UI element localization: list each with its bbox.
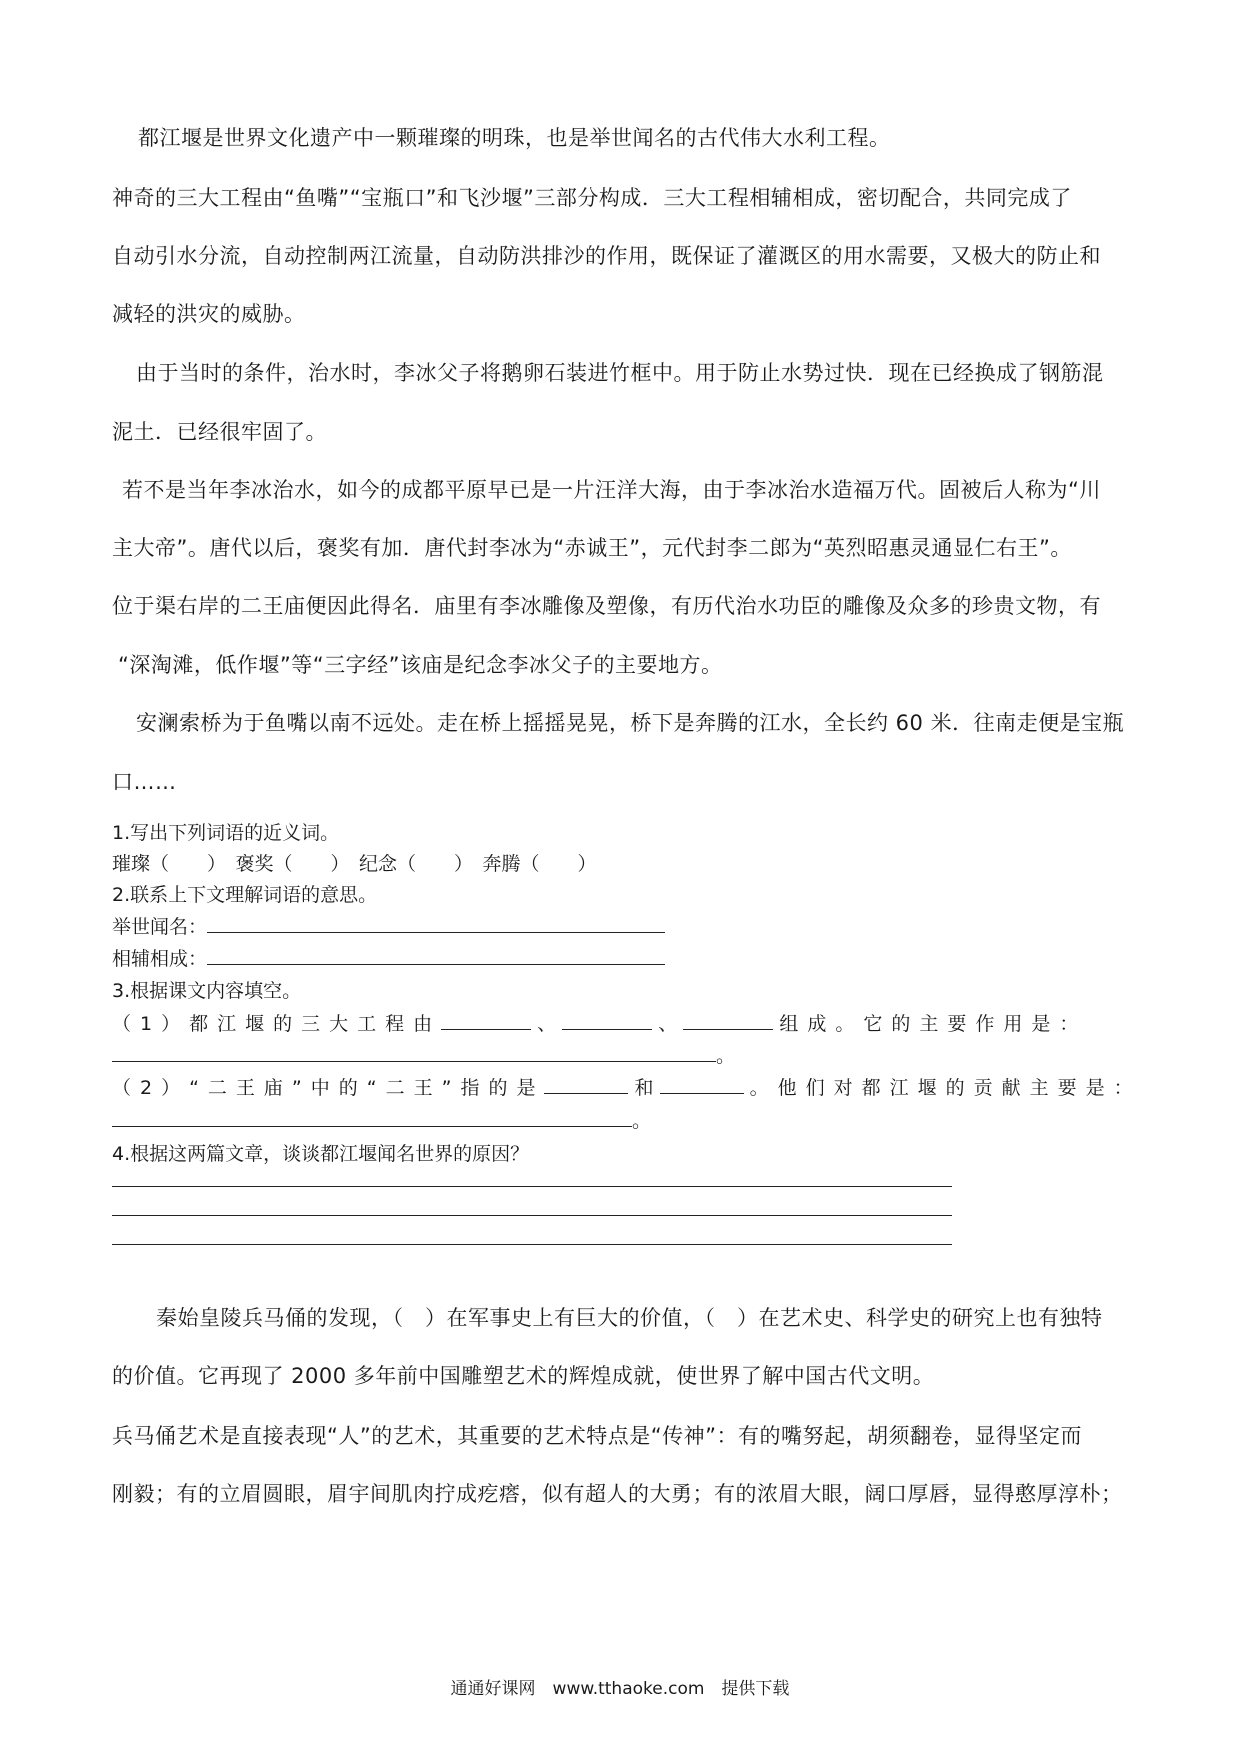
answer-line[interactable]: [112, 1186, 952, 1187]
answer-blank[interactable]: [112, 1106, 632, 1127]
question2-item-b-label: 相辅相成：: [112, 948, 208, 970]
answer-blank[interactable]: [683, 1009, 773, 1030]
question2-item-a-label: 举世闻名：: [112, 916, 208, 938]
passage2-paragraph2-line1: 兵马俑艺术是直接表现“人”的艺术，其重要的艺术特点是“传神”：有的嘴努起，胡须翻卷，显得坚定而: [112, 1424, 1083, 1448]
question3-item1-sep2: 、: [658, 1013, 678, 1035]
passage2-paragraph1-line2: 的价值。它再现了 2000 多年前中国雕塑艺术的辉煌成就，使世界了解中国古代文明。: [112, 1364, 935, 1388]
answer-blank[interactable]: [544, 1073, 628, 1094]
question3-item2-tail: 。: [632, 1110, 652, 1132]
question3-item2-start: （2）“二王庙”中的“二王”指的是: [112, 1077, 545, 1099]
page-footer: 通通好课网 www.tthaoke.com 提供下载: [450, 1679, 790, 1699]
question3-item1-start: （1）都江堰的三大工程由: [112, 1013, 442, 1035]
answer-blank[interactable]: [207, 944, 665, 965]
answer-line[interactable]: [112, 1215, 952, 1216]
passage1-paragraph2-line1: 神奇的三大工程由“鱼嘴”“宝瓶口”和飞沙堰”三部分构成．三大工程相辅相成，密切配合，共同完成了: [112, 186, 1072, 210]
passage1-paragraph3-line1: 由于当时的条件，治水时，李冰父子将鹅卵石装进竹框中。用于防止水势过快．现在已经换成了钢筋混: [136, 361, 1104, 385]
passage1-paragraph4-line3: 位于渠右岸的二王庙便因此得名．庙里有李冰雕像及塑像，有历代治水功臣的雕像及众多的珍贵文物，有: [112, 594, 1101, 618]
question3-item1-tail: 。: [716, 1045, 736, 1067]
question3-item2-line2: [112, 1106, 651, 1133]
passage2-paragraph1-line1: 秦始皇陵兵马俑的发现，（ ）在军事史上有巨大的价值，（ ）在艺术史、科学史的研究上也有独特: [156, 1306, 1103, 1330]
question3-item2-end: 。他们对都江堰的贡献主要是：: [749, 1077, 1142, 1099]
question3-item1-end: 组成。它的主要作用是：: [779, 1013, 1088, 1035]
question1: 1.写出下列词语的近义词。: [112, 822, 340, 844]
answer-blank[interactable]: [562, 1009, 652, 1030]
question2-item-a: [112, 912, 665, 939]
answer-line[interactable]: [112, 1244, 952, 1245]
question2: 2.联系上下文理解词语的意思。: [112, 884, 378, 906]
answer-blank[interactable]: [207, 912, 665, 933]
question3: 3.根据课文内容填空。: [112, 980, 302, 1002]
passage1-paragraph4-line1: 若不是当年李冰治水，如今的成都平原早已是一片汪洋大海，由于李冰治水造福万代。固被后人称为“川: [122, 478, 1101, 502]
question4: 4.根据这两篇文章，谈谈都江堰闻名世界的原因？: [112, 1143, 530, 1165]
passage1-paragraph4-line2: 主大帝”。唐代以后，褒奖有加．唐代封李冰为“赤诚王”，元代封李二郎为“英烈昭惠灵通显仁右王”。: [112, 536, 1072, 560]
passage1-paragraph5-line1: 安澜索桥为于鱼嘴以南不远处。走在桥上摇摇晃晃，桥下是奔腾的江水，全长约 60 米．往南走便是宝瓶: [136, 711, 1125, 735]
passage1-paragraph5-line2: 口……: [112, 770, 177, 794]
answer-blank[interactable]: [660, 1073, 744, 1094]
answer-blank[interactable]: [112, 1041, 716, 1062]
answer-blank[interactable]: [441, 1009, 531, 1030]
question2-item-b: [112, 944, 665, 971]
passage1-paragraph3-line2: 泥土．已经很牢固了。: [112, 420, 327, 444]
passage1-paragraph2-line3: 减轻的洪灾的威胁。: [112, 302, 306, 326]
passage1-paragraph4-line4: “深淘滩，低作堰”等“三字经”该庙是纪念李冰父子的主要地方。: [118, 653, 723, 677]
passage1-paragraph2-line2: 自动引水分流，自动控制两江流量，自动防洪排沙的作用，既保证了灌溉区的用水需要，又极大的防止和: [112, 244, 1101, 268]
question3-item2-line1: [112, 1073, 1142, 1100]
question1-words: 璀璨（ ） 褒奖（ ） 纪念（ ） 奔腾（ ）: [112, 853, 597, 875]
question3-item1-line1: [112, 1009, 1087, 1036]
question3-item2-mid: 和: [634, 1077, 654, 1099]
passage2-paragraph2-line2: 刚毅；有的立眉圆眼，眉宇间肌肉拧成疙瘩，似有超人的大勇；有的浓眉大眼，阔口厚唇，显得憨厚淳朴；: [112, 1482, 1123, 1506]
question3-item1-sep1: 、: [537, 1013, 557, 1035]
question3-item1-line2: [112, 1041, 735, 1068]
passage1-paragraph1: 都江堰是世界文化遗产中一颗璀璨的明珠，也是举世闻名的古代伟大水利工程。: [138, 126, 891, 150]
